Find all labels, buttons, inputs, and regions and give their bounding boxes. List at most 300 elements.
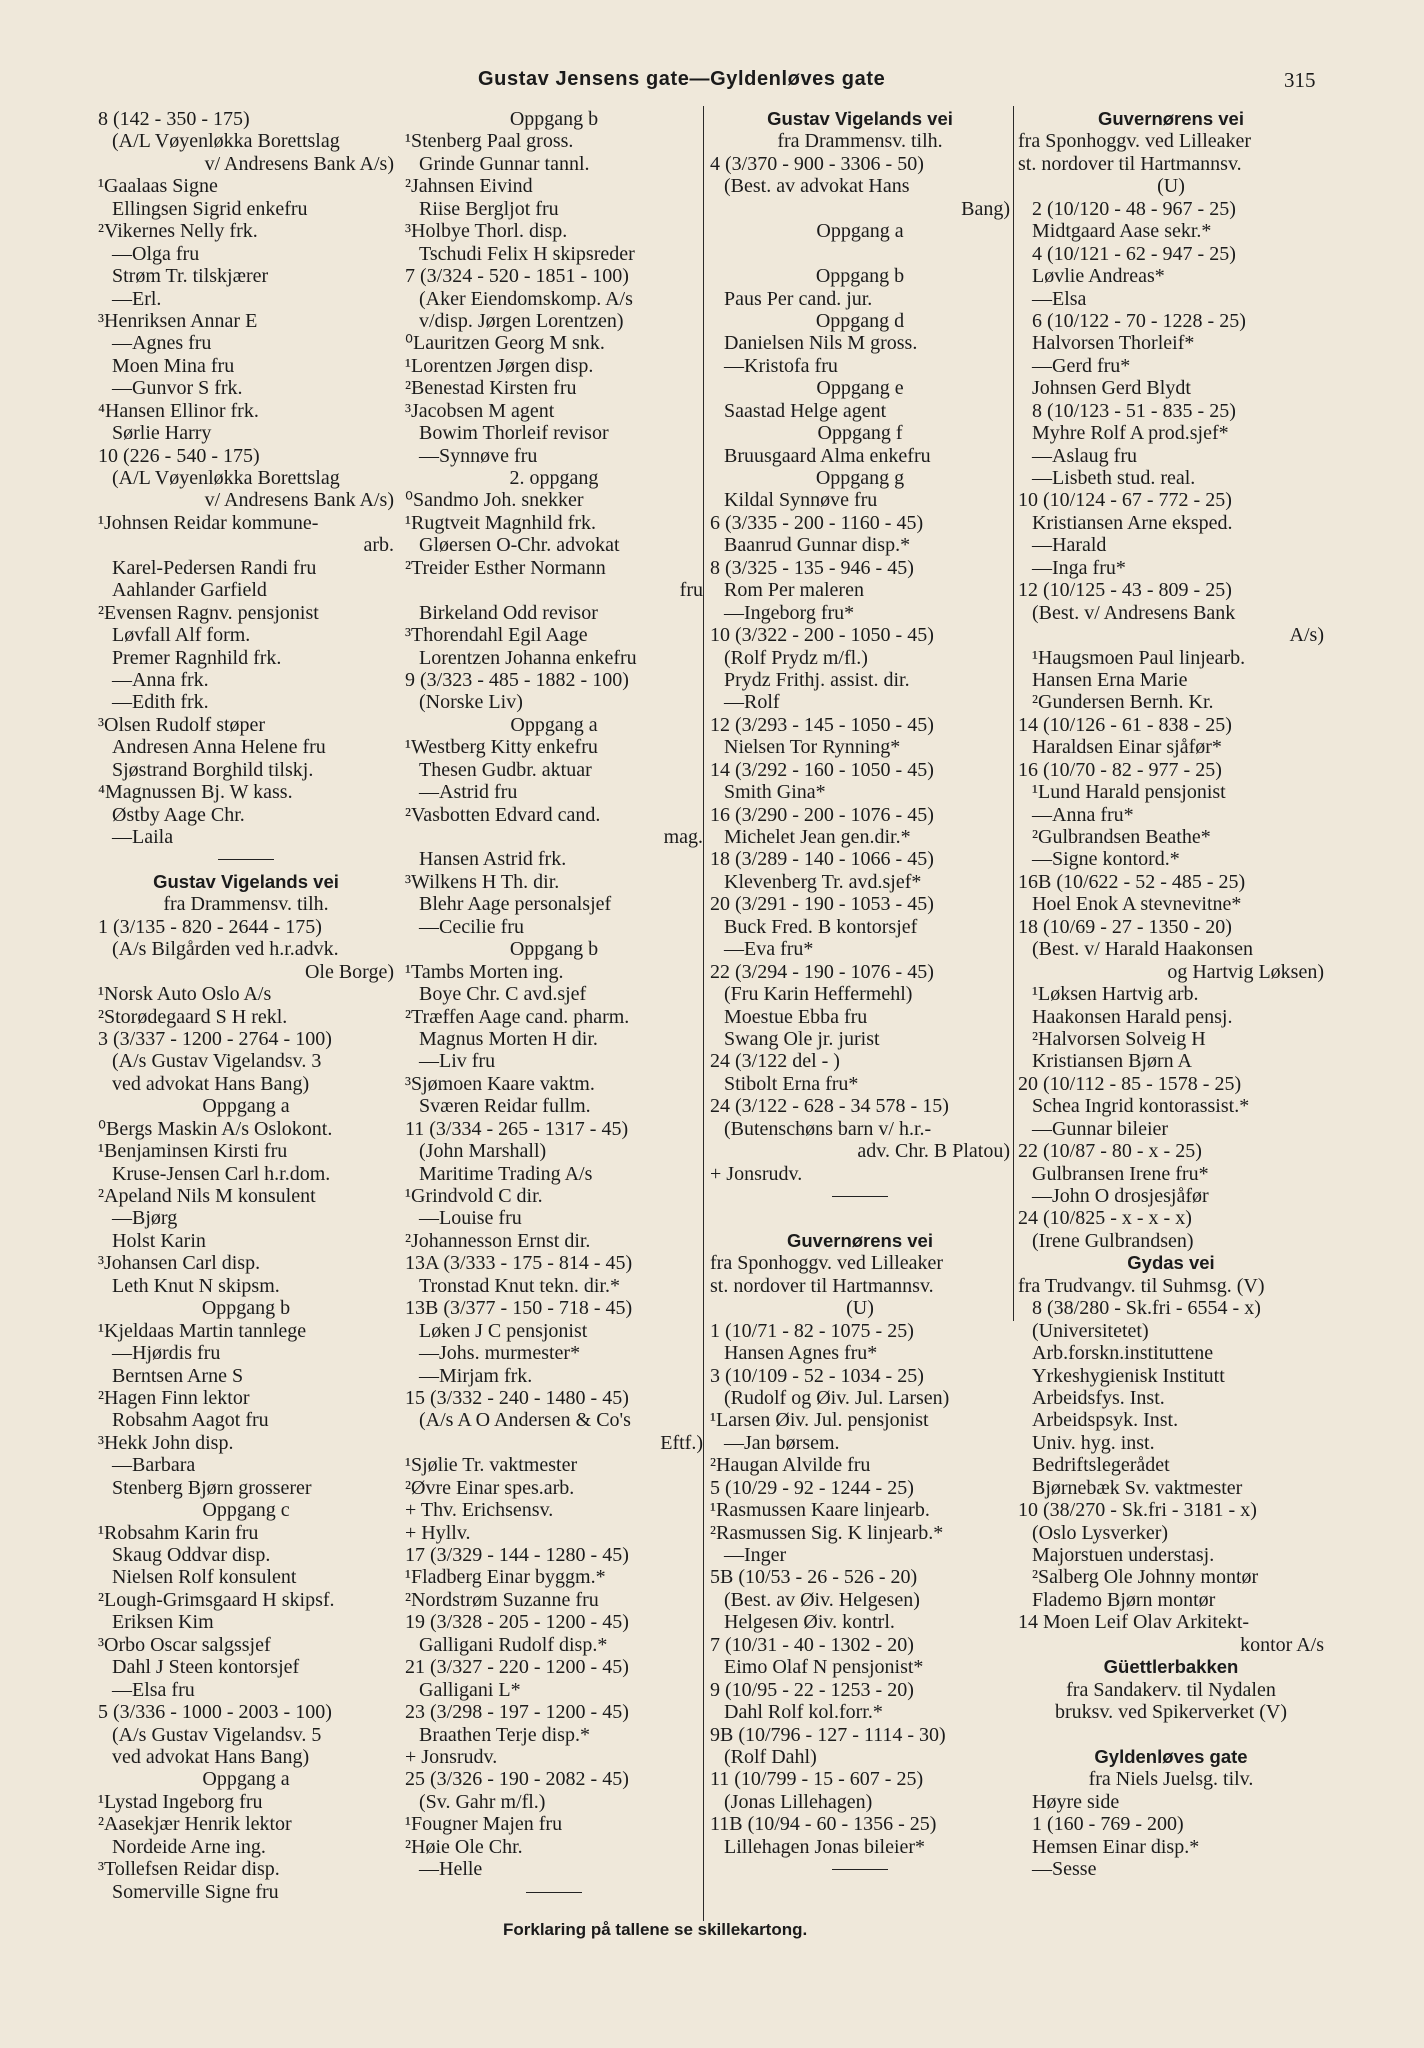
directory-line: 5 (3/336 - 1000 - 2003 - 100) (98, 1701, 332, 1724)
directory-line: Oppgang b (201, 1297, 291, 1320)
directory-line: Maritime Trading A/s (419, 1162, 593, 1185)
directory-line: —John O drosjesjåfør (1032, 1185, 1209, 1207)
column-3 (710, 108, 1010, 1881)
directory-line: Sørlie Harry (112, 422, 212, 445)
directory-line: (Rudolf og Øiv. Jul. Larsen) (724, 1386, 950, 1409)
directory-line: —Signe kontord.* (1032, 848, 1180, 871)
directory-line: ²Storødegaard S H rekl. (98, 1005, 288, 1028)
street-heading: Gustav Vigelands vei (153, 870, 339, 892)
directory-line: 11B (10/94 - 60 - 1356 - 25) (710, 1813, 937, 1836)
directory-line: ¹Lystad Ingeborg fru (98, 1790, 263, 1813)
directory-line: Løvlie Andreas* (1032, 265, 1165, 288)
directory-line: 11 (3/334 - 265 - 1317 - 45) (405, 1117, 629, 1140)
directory-line: Prydz Frithj. assist. dir. (724, 668, 910, 691)
directory-line: Blehr Aage personalsjef (419, 893, 612, 916)
directory-line: 10 (10/124 - 67 - 772 - 25) (1018, 489, 1232, 512)
directory-line: Tronstad Knut tekn. dir.* (419, 1274, 620, 1297)
directory-line: 20 (3/291 - 190 - 1053 - 45) (710, 893, 934, 916)
directory-line: (A/s Gustav Vigelandsv. 3 (112, 1050, 322, 1073)
directory-line: Oppgang b (509, 938, 599, 961)
directory-line: fra Sponhoggv. ved Lilleaker (1018, 130, 1252, 153)
directory-line: ³Orbo Oscar salgssjef (98, 1633, 271, 1656)
directory-line: ²Gundersen Bernh. Kr. (1032, 691, 1214, 714)
directory-line: ¹Gaalaas Signe (98, 175, 218, 198)
directory-line: (Best. v/ Andresens Bank (1032, 601, 1236, 624)
directory-line: 9 (10/95 - 22 - 1253 - 20) (710, 1678, 914, 1701)
directory-line: ³Sjømoen Kaare vaktm. (405, 1072, 595, 1095)
directory-line: Hansen Agnes fru* (724, 1342, 878, 1365)
directory-line: Nielsen Rolf konsulent (112, 1566, 297, 1589)
directory-line: ¹Kjeldaas Martin tannlege (98, 1319, 307, 1342)
directory-line: Gløersen O-Chr. advokat (419, 534, 620, 557)
directory-line: Lorentzen Johanna enkefru (419, 646, 637, 669)
directory-line: Tschudi Felix H skipsreder (419, 242, 635, 265)
directory-line: Eftf.) (660, 1431, 703, 1454)
directory-line: 15 (3/332 - 240 - 1480 - 45) (405, 1386, 629, 1409)
directory-line: 10 (226 - 540 - 175) (98, 444, 260, 467)
directory-line: 24 (3/122 del - ) (710, 1050, 840, 1073)
directory-line: —Inger (724, 1544, 787, 1566)
section-rule (710, 1185, 1010, 1207)
directory-line: —Erl. (112, 287, 162, 310)
column-divider (703, 106, 704, 1921)
directory-line: st. nordover til Hartmannsv. (710, 1274, 934, 1297)
directory-line: Boye Chr. C avd.sjef (419, 983, 587, 1006)
directory-line: Oppgang a (202, 1768, 290, 1791)
directory-line: Arbeidsfys. Inst. (1032, 1386, 1165, 1409)
directory-line: 10 (3/322 - 200 - 1050 - 45) (710, 624, 934, 647)
directory-line: (Rolf Prydz m/fl.) (724, 646, 868, 669)
directory-line: Ellingsen Sigrid enkefru (112, 197, 308, 220)
directory-line: Oppgang g (815, 467, 905, 489)
directory-line: —Ingeborg fru* (724, 601, 855, 624)
directory-line: Schea Ingrid kontorassist.* (1032, 1095, 1250, 1118)
directory-line: (Best. av advokat Hans (724, 175, 910, 198)
section-rule (405, 1881, 703, 1903)
directory-line: fra Sandakerv. til Nydalen (1066, 1678, 1276, 1701)
directory-line: ²Gulbrandsen Beathe* (1032, 826, 1211, 848)
directory-line: 1 (3/135 - 820 - 2644 - 175) (98, 915, 322, 938)
directory-line: (A/s A O Andersen & Co's (419, 1409, 631, 1432)
directory-line: 14 (10/126 - 61 - 838 - 25) (1018, 713, 1232, 736)
directory-line: —Johs. murmester* (419, 1342, 581, 1365)
directory-line: —Jan børsem. (724, 1431, 840, 1454)
directory-line: Moestue Ebba fru (724, 1005, 868, 1028)
directory-line: Bowim Thorleif revisor (419, 422, 609, 445)
directory-line: (Irene Gulbrandsen) (1032, 1229, 1194, 1252)
directory-line: —Louise fru (419, 1207, 522, 1230)
directory-line: + Hyllv. (405, 1521, 471, 1544)
directory-line: Arb.forskn.instituttene (1032, 1342, 1214, 1365)
directory-line: ¹Haugsmoen Paul linjearb. (1032, 646, 1246, 669)
directory-line: Birkeland Odd revisor (419, 601, 598, 624)
column-1 (98, 108, 394, 1903)
directory-line: Strøm Tr. tilskjærer (112, 265, 269, 288)
directory-line: Braathen Terje disp.* (419, 1723, 590, 1746)
directory-line: ³Johansen Carl disp. (98, 1252, 261, 1275)
directory-line: Holst Karin (112, 1229, 206, 1252)
directory-line: 11 (10/799 - 15 - 607 - 25) (710, 1768, 924, 1791)
directory-line: ³Olsen Rudolf støper (98, 713, 266, 736)
directory-line: ²Vikernes Nelly frk. (98, 220, 258, 243)
directory-line: —Liv fru (419, 1050, 496, 1073)
directory-line: 12 (3/293 - 145 - 1050 - 45) (710, 713, 934, 736)
directory-line: Haakonsen Harald pensj. (1032, 1005, 1233, 1028)
directory-line: 13B (3/377 - 150 - 718 - 45) (405, 1297, 633, 1320)
directory-line: 12 (10/125 - 43 - 809 - 25) (1018, 579, 1232, 602)
directory-line: —Astrid fru (419, 781, 518, 804)
directory-line: v/ Andresens Bank A/s) (204, 152, 394, 175)
directory-line: Halvorsen Thorleif* (1032, 332, 1195, 355)
directory-line: Paus Per cand. jur. (724, 287, 873, 310)
directory-line: Ole Borge) (304, 960, 394, 983)
directory-line: —Mirjam frk. (419, 1364, 533, 1387)
directory-line: 1 (160 - 769 - 200) (1032, 1813, 1184, 1836)
directory-line: 18 (10/69 - 27 - 1350 - 20) (1018, 915, 1232, 938)
directory-line: Bruusgaard Alma enkefru (724, 444, 931, 467)
directory-line: Oppgang b (815, 265, 905, 288)
directory-line: Grinde Gunnar tannl. (419, 152, 590, 175)
directory-line: ¹Larsen Øiv. Jul. pensjonist (710, 1409, 929, 1432)
directory-line: 9B (10/796 - 127 - 1114 - 30) (710, 1723, 946, 1746)
directory-line: (U) (1157, 175, 1185, 198)
directory-line: Midtgaard Aase sekr.* (1032, 220, 1212, 243)
directory-line: Michelet Jean gen.dir.* (724, 826, 911, 848)
directory-line: 6 (3/335 - 200 - 1160 - 45) (710, 511, 924, 534)
directory-line: Hoel Enok A stevnevitne* (1032, 893, 1242, 916)
directory-line: (Oslo Lysverker) (1032, 1521, 1169, 1544)
column-divider (1013, 106, 1014, 1321)
directory-line: 7 (10/31 - 40 - 1302 - 20) (710, 1633, 914, 1656)
directory-line: 21 (3/327 - 220 - 1200 - 45) (405, 1656, 629, 1679)
directory-line: —Edith frk. (112, 691, 209, 714)
running-head: Gustav Jensens gate—Gyldenløves gate (478, 68, 886, 90)
directory-line: —Olga fru (112, 242, 200, 265)
directory-line: ¹Robsahm Karin fru (98, 1521, 259, 1544)
column-2 (405, 108, 703, 1903)
directory-line: ²Apeland Nils M konsulent (98, 1185, 316, 1207)
directory-line: Thesen Gudbr. aktuar (419, 758, 592, 781)
directory-line: (Norske Liv) (419, 691, 523, 714)
directory-line: Oppgang f (817, 422, 903, 445)
directory-line: 14 (3/292 - 160 - 1050 - 45) (710, 758, 934, 781)
directory-line: ¹Fougner Majen fru (405, 1813, 563, 1836)
directory-line: —Anna frk. (112, 668, 209, 691)
directory-line: 6 (10/122 - 70 - 1228 - 25) (1032, 309, 1246, 332)
directory-line: —Anna fru* (1032, 803, 1134, 826)
directory-line: 8 (3/325 - 135 - 946 - 45) (710, 556, 914, 579)
directory-line: Aahlander Garfield (112, 579, 267, 602)
page-header (0, 68, 1424, 98)
directory-line: Nordeide Arne ing. (112, 1835, 266, 1858)
directory-line: arb. (363, 534, 394, 557)
directory-line: ¹Grindvold C dir. (405, 1185, 543, 1207)
directory-line: + Jonsrudv. (710, 1162, 803, 1185)
directory-line: 22 (10/87 - 80 - x - 25) (1018, 1140, 1202, 1163)
directory-line: 7 (3/324 - 520 - 1851 - 100) (405, 265, 629, 288)
directory-line: 8 (38/280 - Sk.fri - 6554 - x) (1032, 1297, 1261, 1320)
directory-line: v/ Andresens Bank A/s) (204, 489, 394, 512)
directory-line: 22 (3/294 - 190 - 1076 - 45) (710, 960, 934, 983)
directory-line: 10 (38/270 - Sk.fri - 3181 - x) (1018, 1499, 1257, 1522)
directory-line: og Hartvig Løksen) (1167, 960, 1324, 983)
directory-line: ³Jacobsen M agent (405, 399, 555, 422)
directory-line: —Laila (112, 826, 174, 848)
directory-line: Haraldsen Einar sjåfør* (1032, 736, 1222, 759)
directory-line: Myhre Rolf A prod.sjef* (1032, 422, 1229, 445)
column-4 (1018, 108, 1324, 1881)
directory-line: Magnus Morten H dir. (419, 1027, 598, 1050)
directory-line: Sjøstrand Borghild tilskj. (112, 758, 314, 781)
directory-line: Moen Mina fru (112, 354, 235, 377)
directory-line: Oppgang a (202, 1095, 290, 1118)
directory-line: (Rolf Dahl) (724, 1745, 817, 1768)
directory-line: 24 (3/122 - 628 - 34 578 - 15) (710, 1095, 949, 1118)
directory-line: Leth Knut N skipsm. (112, 1274, 280, 1297)
directory-line: 3 (3/337 - 1200 - 2764 - 100) (98, 1027, 332, 1050)
directory-line: ¹Johnsen Reidar kommune- (98, 511, 319, 534)
directory-line: Eriksen Kim (112, 1611, 214, 1634)
directory-line: ⁰Bergs Maskin A/s Oslokont. (98, 1117, 333, 1140)
section-rule (710, 1858, 1010, 1880)
directory-line: —Kristofa fru (724, 354, 838, 377)
directory-line: —Hjørdis fru (112, 1342, 221, 1365)
directory-line: ¹Lorentzen Jørgen disp. (405, 354, 594, 377)
directory-line: —Sesse (1032, 1858, 1097, 1881)
street-heading: Gyldenløves gate (1094, 1745, 1248, 1767)
directory-line: fra Niels Juelsg. tilv. (1088, 1768, 1254, 1791)
directory-line: ¹Tambs Morten ing. (405, 960, 564, 983)
directory-line: (A/L Vøyenløkka Borettslag (112, 467, 340, 489)
directory-line: Kruse-Jensen Carl h.r.dom. (112, 1162, 331, 1185)
directory-line: Galligani L* (419, 1678, 521, 1701)
directory-line: —Eva fru* (724, 938, 814, 961)
directory-line: ¹Rugtveit Magnhild frk. (405, 511, 596, 534)
directory-line: fra Drammensv. tilh. (163, 893, 329, 916)
directory-line: ved advokat Hans Bang) (112, 1745, 310, 1768)
directory-line: ²Haugan Alvilde fru (710, 1454, 871, 1477)
directory-line: Oppgang b (509, 108, 599, 130)
directory-line: 5 (10/29 - 92 - 1244 - 25) (710, 1476, 914, 1499)
directory-line: 23 (3/298 - 197 - 1200 - 45) (405, 1701, 629, 1724)
directory-line: (A/s Gustav Vigelandsv. 5 (112, 1723, 322, 1746)
directory-line: ¹Norsk Auto Oslo A/s (98, 983, 272, 1006)
directory-line: Hansen Erna Marie (1032, 668, 1188, 691)
directory-line: 17 (3/329 - 144 - 1280 - 45) (405, 1544, 629, 1566)
directory-line: —Aslaug fru (1032, 444, 1137, 467)
directory-line: bruksv. ved Spikerverket (V) (1055, 1701, 1287, 1724)
directory-line: 5B (10/53 - 26 - 526 - 20) (710, 1566, 918, 1589)
directory-line: Eimo Olaf N pensjonist* (724, 1656, 924, 1679)
directory-line: Rom Per maleren (724, 579, 864, 602)
street-heading: Güettlerbakken (1103, 1656, 1239, 1678)
directory-line: fru (679, 579, 703, 602)
directory-line: ⁰Lauritzen Georg M snk. (405, 332, 605, 355)
directory-line: + Jonsrudv. (405, 1745, 498, 1768)
section-rule (98, 848, 394, 870)
directory-line: ²Johannesson Ernst dir. (405, 1229, 591, 1252)
street-heading: Guvernørens vei (786, 1229, 933, 1251)
directory-line: ³Thorendahl Egil Aage (405, 624, 588, 647)
directory-line: Swang Ole jr. jurist (724, 1027, 880, 1050)
directory-line: Nielsen Tor Rynning* (724, 736, 901, 759)
directory-line: Majorstuen understasj. (1032, 1544, 1215, 1566)
directory-line: Stenberg Bjørn grosserer (112, 1476, 312, 1499)
directory-line: Dahl Rolf kol.forr.* (724, 1701, 883, 1724)
directory-line: 1 (10/71 - 82 - 1075 - 25) (710, 1319, 914, 1342)
directory-line: Kristiansen Arne eksped. (1032, 511, 1233, 534)
directory-line: ²Øvre Einar spes.arb. (405, 1476, 575, 1499)
directory-line: 18 (3/289 - 140 - 1066 - 45) (710, 848, 934, 871)
directory-line: 16B (10/622 - 52 - 485 - 25) (1018, 870, 1246, 893)
directory-line: —Inga fru* (1032, 556, 1126, 579)
directory-line: 4 (3/370 - 900 - 3306 - 50) (710, 152, 924, 175)
directory-line: (Sv. Gahr m/fl.) (419, 1790, 546, 1813)
directory-line: ³Hekk John disp. (98, 1431, 234, 1454)
street-heading: Gustav Vigelands vei (767, 108, 953, 129)
directory-line: Saastad Helge agent (724, 399, 887, 422)
directory-line: 9 (3/323 - 485 - 1882 - 100) (405, 668, 629, 691)
directory-line: ¹Rasmussen Kaare linjearb. (710, 1499, 930, 1522)
directory-line: ²Rasmussen Sig. K linjearb.* (710, 1521, 944, 1544)
directory-line: ³Wilkens H Th. dir. (405, 870, 560, 893)
directory-line: (Fru Karin Heffermehl) (724, 983, 913, 1006)
directory-line: Dahl J Steen kontorsjef (112, 1656, 300, 1679)
directory-line: (Universitetet) (1032, 1319, 1149, 1342)
directory-line: 8 (142 - 350 - 175) (98, 108, 250, 130)
directory-line: Riise Bergljot fru (419, 197, 559, 220)
directory-line: (A/s Bilgården ved h.r.advk. (112, 938, 339, 961)
directory-line: fra Drammensv. tilh. (777, 130, 943, 153)
directory-line: —Synnøve fru (419, 444, 538, 467)
directory-line: (Aker Eiendomskomp. A/s (419, 287, 633, 310)
directory-line: ⁰Sandmo Joh. snekker (405, 489, 584, 512)
directory-line: 16 (10/70 - 82 - 977 - 25) (1018, 758, 1222, 781)
directory-line: (U) (846, 1297, 874, 1320)
directory-line: ¹Westberg Kitty enkefru (405, 736, 598, 759)
directory-line: adv. Chr. B Platou) (857, 1140, 1010, 1163)
directory-line: —Gerd fru* (1032, 354, 1131, 377)
directory-line: ¹Benjaminsen Kirsti fru (98, 1140, 288, 1163)
directory-line: fra Sponhoggv. ved Lilleaker (710, 1252, 944, 1275)
directory-line: 2. oppgang (509, 467, 599, 489)
directory-line: fra Trudvangv. til Suhmsg. (V) (1018, 1274, 1265, 1297)
directory-line: ¹Lund Harald pensjonist (1032, 781, 1226, 804)
directory-line: 8 (10/123 - 51 - 835 - 25) (1032, 399, 1236, 422)
directory-line: —Elsa fru (112, 1678, 195, 1701)
directory-line: (A/L Vøyenløkka Borettslag (112, 130, 340, 153)
directory-line: Løvfall Alf form. (112, 624, 251, 647)
directory-line: kontor A/s (1240, 1633, 1324, 1656)
directory-line: Sværen Reidar fullm. (419, 1095, 591, 1118)
directory-line: —Bjørg (112, 1207, 178, 1230)
directory-line: ²Høie Ole Chr. (405, 1835, 523, 1858)
directory-line: —Harald (1032, 534, 1107, 557)
directory-line: Kristiansen Bjørn A (1032, 1050, 1192, 1073)
directory-line: Yrkeshygienisk Institutt (1032, 1364, 1225, 1387)
directory-line: Østby Aage Chr. (112, 803, 245, 826)
directory-line: (John Marshall) (419, 1140, 547, 1163)
directory-line: ³Tollefsen Reidar disp. (98, 1858, 280, 1881)
directory-line: Berntsen Arne S (112, 1364, 244, 1387)
directory-line: 24 (10/825 - x - x - x) (1018, 1207, 1192, 1230)
directory-line: Galligani Rudolf disp.* (419, 1633, 608, 1656)
directory-line: A/s) (1289, 624, 1324, 647)
directory-line: Gulbransen Irene fru* (1032, 1162, 1209, 1185)
directory-line: Helgesen Øiv. kontrl. (724, 1611, 895, 1634)
directory-line: Oppgang e (816, 377, 904, 400)
directory-line: ved advokat Hans Bang) (112, 1072, 310, 1095)
directory-line: ⁴Hansen Ellinor frk. (98, 399, 259, 422)
directory-line: Kildal Synnøve fru (724, 489, 878, 512)
directory-line: Hansen Astrid frk. (419, 848, 567, 871)
street-heading: Guvernørens vei (1097, 108, 1244, 129)
page-number: 315 (1284, 68, 1316, 92)
directory-line: ²Hagen Finn lektor (98, 1386, 250, 1409)
directory-line: ²Evensen Ragnv. pensjonist (98, 601, 319, 624)
street-heading: Gydas vei (1127, 1252, 1215, 1274)
directory-line: Baanrud Gunnar disp.* (724, 534, 911, 557)
directory-line: —Cecilie fru (419, 915, 524, 938)
footer-note: Forklaring på tallene se skillekartong. (503, 1920, 808, 1939)
directory-line: (Jonas Lillehagen) (724, 1790, 873, 1813)
directory-line: 3 (10/109 - 52 - 1034 - 25) (710, 1364, 924, 1387)
directory-line: Klevenberg Tr. avd.sjef* (724, 870, 922, 893)
directory-line: Karel-Pedersen Randi fru (112, 556, 317, 579)
directory-line: ²Vasbotten Edvard cand. (405, 803, 601, 826)
directory-line: —Agnes fru (112, 332, 212, 355)
directory-line: ³Holbye Thorl. disp. (405, 220, 568, 243)
directory-line: Løken J C pensjonist (419, 1319, 588, 1342)
directory-line: 13A (3/333 - 175 - 814 - 45) (405, 1252, 633, 1275)
directory-line: 14 Moen Leif Olav Arkitekt- (1018, 1611, 1250, 1634)
directory-line: (Best. v/ Harald Haakonsen (1032, 938, 1254, 961)
directory-line: —Lisbeth stud. real. (1032, 467, 1196, 489)
directory-line: Bang) (961, 197, 1010, 220)
directory-line: ¹Fladberg Einar byggm.* (405, 1566, 606, 1589)
directory-line: ²Jahnsen Eivind (405, 175, 533, 198)
directory-line: ²Nordstrøm Suzanne fru (405, 1588, 599, 1611)
directory-line: Premer Ragnhild frk. (112, 646, 282, 669)
directory-line: —Elsa (1032, 287, 1087, 310)
directory-line: Oppgang a (510, 713, 598, 736)
directory-line: Bjørnebæk Sv. vaktmester (1032, 1476, 1243, 1499)
directory-line: —Rolf (724, 691, 780, 714)
directory-line: Lillehagen Jonas bileier* (724, 1835, 926, 1858)
directory-line: Oppgang c (202, 1499, 290, 1522)
directory-line: 19 (3/328 - 205 - 1200 - 45) (405, 1611, 629, 1634)
directory-line: st. nordover til Hartmannsv. (1018, 152, 1242, 175)
directory-line: ²Halvorsen Solveig H (1032, 1027, 1206, 1050)
directory-line (1018, 1724, 1324, 1746)
directory-line: Skaug Oddvar disp. (112, 1544, 271, 1566)
directory-line: —Gunvor S frk. (112, 377, 243, 400)
directory-line: Høyre side (1032, 1790, 1120, 1813)
directory-line: ²Aasekjær Henrik lektor (98, 1813, 292, 1836)
directory-line: (Butenschøns barn v/ h.r.- (724, 1117, 932, 1140)
directory-line: 4 (10/121 - 62 - 947 - 25) (1032, 242, 1236, 265)
directory-line: 25 (3/326 - 190 - 2082 - 45) (405, 1768, 629, 1791)
directory-line (710, 243, 1010, 265)
directory-line: Johnsen Gerd Blydt (1032, 377, 1191, 400)
directory-line: mag. (663, 826, 703, 848)
directory-line: ²Salberg Ole Johnny montør (1032, 1566, 1259, 1589)
directory-line: ¹Stenberg Paal gross. (405, 130, 574, 153)
directory-line: (Best. av Øiv. Helgesen) (724, 1588, 920, 1611)
directory-line: ⁴Magnussen Bj. W kass. (98, 781, 293, 804)
directory-line: + Thv. Erichsensv. (405, 1499, 554, 1522)
directory-line: 20 (10/112 - 85 - 1578 - 25) (1018, 1072, 1242, 1095)
